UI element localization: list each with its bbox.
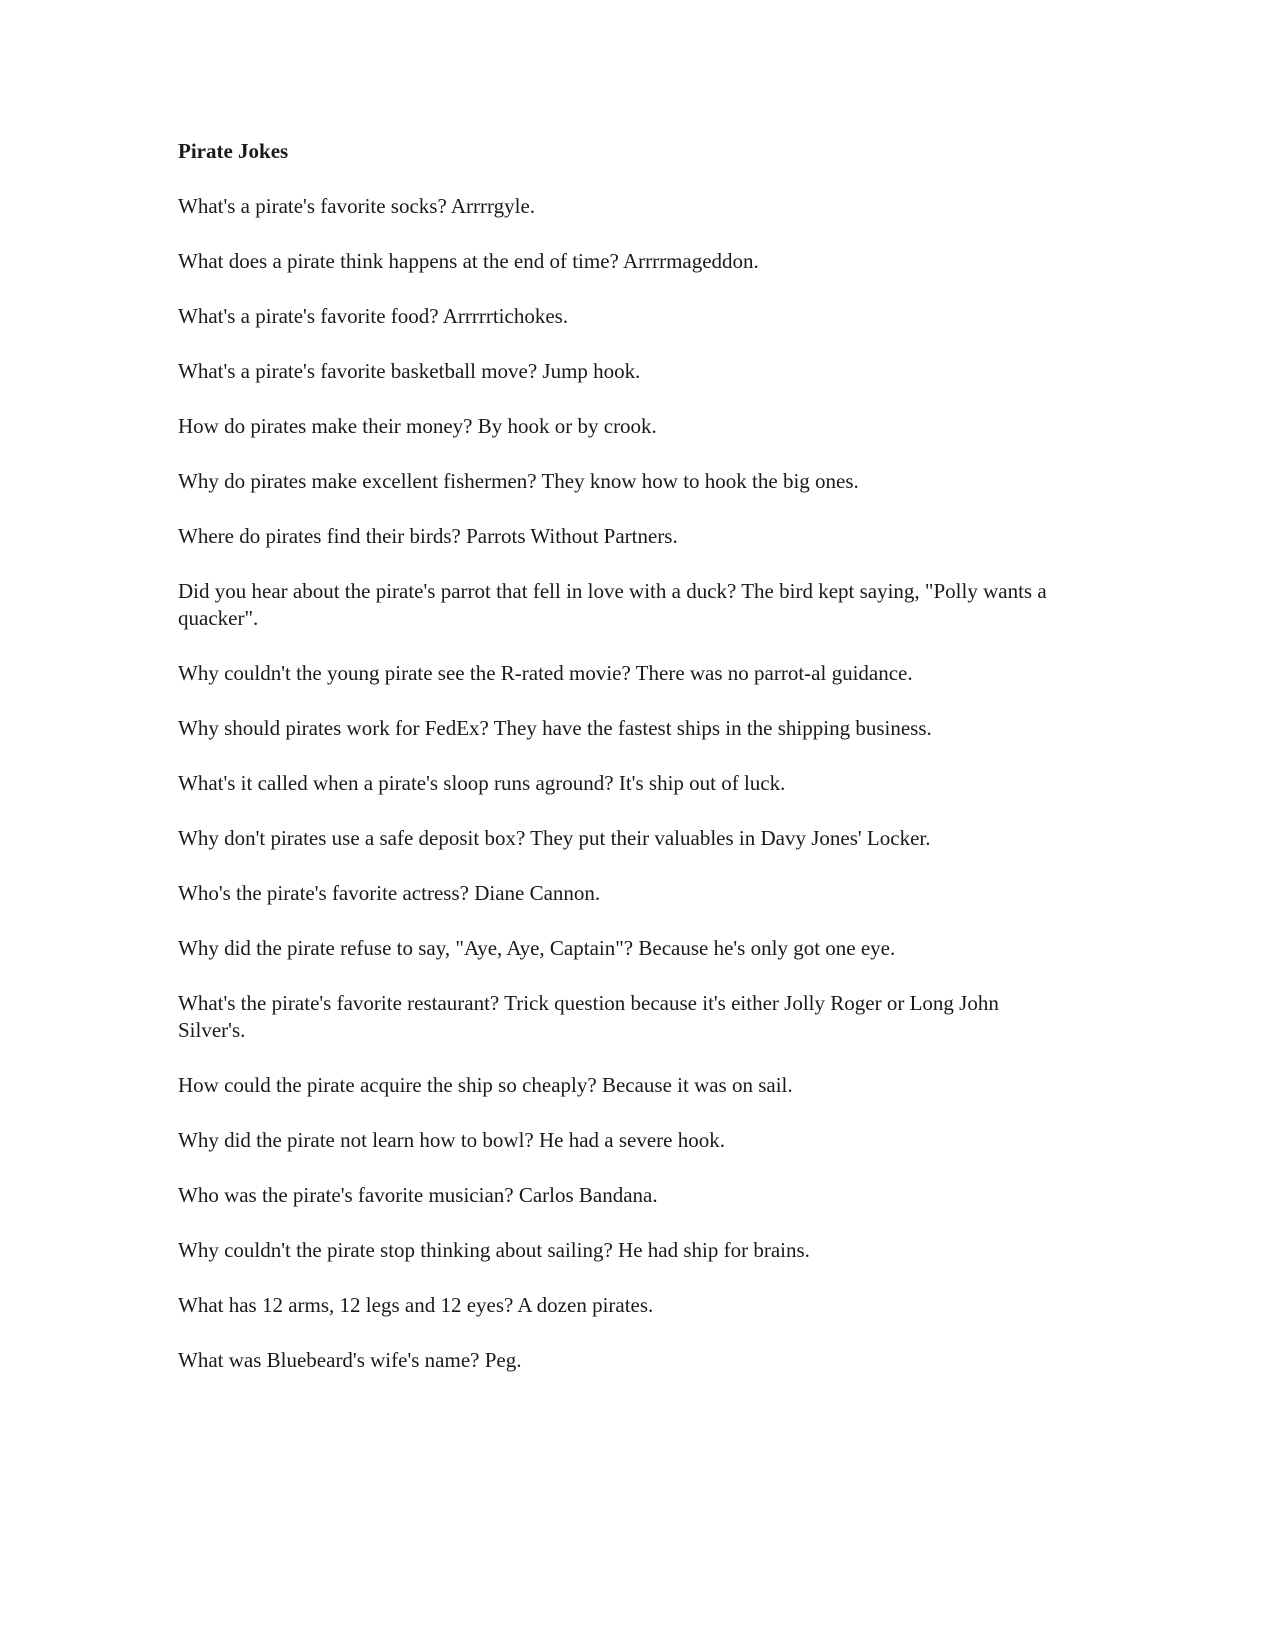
joke-item: Why do pirates make excellent fishermen? They know how to hook the big ones. [178, 469, 859, 493]
document-title: Pirate Jokes [178, 139, 289, 163]
joke-item: Who's the pirate's favorite actress? Diane Cannon. [178, 881, 601, 905]
joke-item: Why couldn't the pirate stop thinking about sailing? He had ship for brains. [178, 1238, 810, 1262]
joke-item: What's the pirate's favorite restaurant? Trick question because it's either Jolly Roger or Long John Silver's. [178, 991, 999, 1042]
joke-item: Why should pirates work for FedEx? They have the fastest ships in the shipping business. [178, 716, 932, 740]
joke-list [178, 193, 1058, 1374]
joke-item: What's a pirate's favorite basketball move? Jump hook. [178, 359, 641, 383]
joke-item: Where do pirates find their birds? Parrots Without Partners. [178, 524, 678, 548]
joke-item: Why don't pirates use a safe deposit box? They put their valuables in Davy Jones' Locker. [178, 826, 931, 850]
joke-item: What has 12 arms, 12 legs and 12 eyes? A dozen pirates. [178, 1293, 654, 1317]
joke-item: What's a pirate's favorite socks? Arrrrgyle. [178, 194, 536, 218]
joke-item: Why did the pirate not learn how to bowl? He had a severe hook. [178, 1128, 725, 1152]
joke-item: What's a pirate's favorite food? Arrrrrtichokes. [178, 304, 569, 328]
document-page [178, 138, 1058, 1402]
joke-item: Did you hear about the pirate's parrot that fell in love with a duck? The bird kept saying, "Polly wants a quacker". [178, 579, 1047, 630]
joke-item: What does a pirate think happens at the end of time? Arrrrmageddon. [178, 249, 759, 273]
joke-item: Who was the pirate's favorite musician? Carlos Bandana. [178, 1183, 658, 1207]
joke-item: Why couldn't the young pirate see the R-rated movie? There was no parrot-al guidance. [178, 661, 913, 685]
joke-item: What's it called when a pirate's sloop runs aground? It's ship out of luck. [178, 771, 786, 795]
joke-item: What was Bluebeard's wife's name? Peg. [178, 1348, 522, 1372]
joke-item: How do pirates make their money? By hook or by crook. [178, 414, 657, 438]
joke-item: Why did the pirate refuse to say, "Aye, Aye, Captain"? Because he's only got one eye. [178, 936, 896, 960]
joke-item: How could the pirate acquire the ship so cheaply? Because it was on sail. [178, 1073, 793, 1097]
